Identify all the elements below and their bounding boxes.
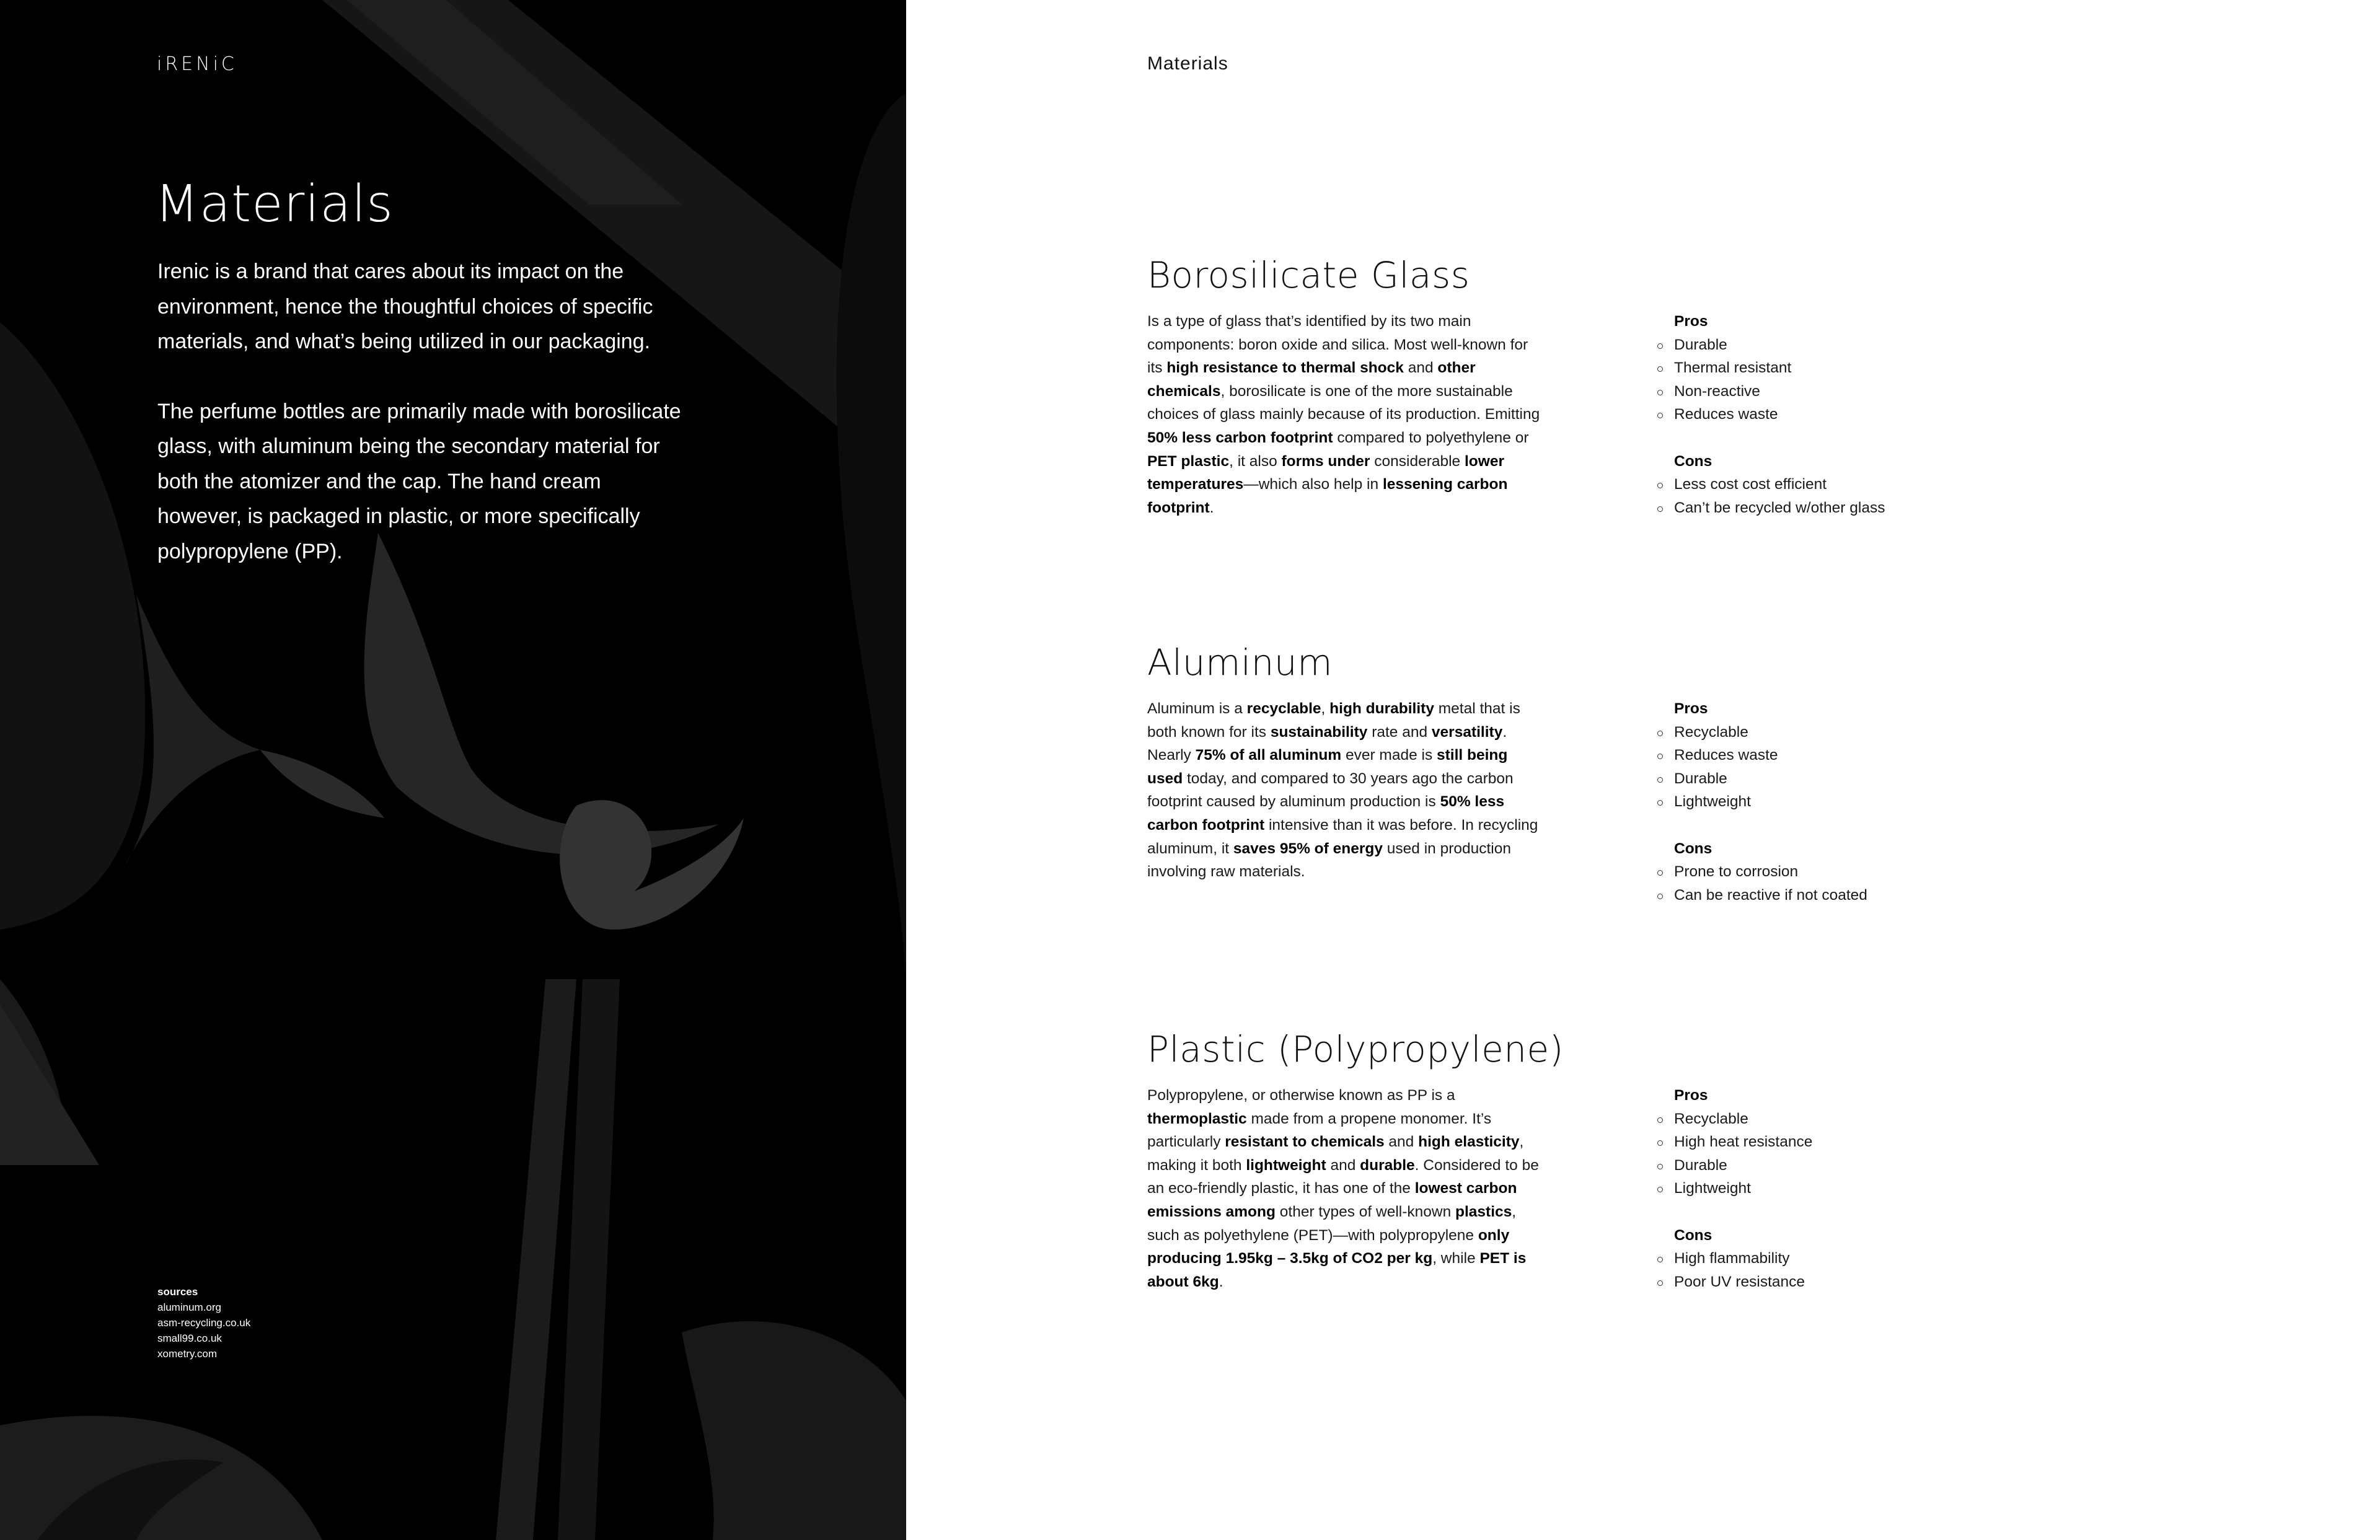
list-item: Lightweight xyxy=(1674,1177,2046,1200)
list-item: Durable xyxy=(1674,767,2046,791)
brand-logo: iRENiC xyxy=(157,53,237,75)
material-title: Aluminum xyxy=(1147,641,1333,684)
body-text: , making it both xyxy=(1147,1133,1524,1174)
emphasis-text: versatility xyxy=(1431,723,1503,741)
body-text: Aluminum is a xyxy=(1147,700,1247,717)
pros-heading: Pros xyxy=(1674,1087,1708,1104)
left-panel xyxy=(0,0,906,1540)
list-item: Reduces waste xyxy=(1674,403,2046,426)
body-text: and xyxy=(1403,359,1438,377)
list-item: Can’t be recycled w/other glass xyxy=(1674,496,2046,520)
abstract-background-art xyxy=(0,0,906,1540)
body-text: Polypropylene, or otherwise known as PP is a xyxy=(1147,1087,1455,1104)
body-text: . xyxy=(1219,1273,1223,1290)
body-text: . Nearly xyxy=(1147,723,1507,764)
emphasis-text: 50% less carbon footprint xyxy=(1147,793,1505,834)
body-text: , it also xyxy=(1229,452,1282,470)
emphasis-text: sustainability xyxy=(1270,723,1368,741)
list-item: Can be reactive if not coated xyxy=(1674,884,2046,907)
material-description xyxy=(1147,697,1544,884)
emphasis-text: still being used xyxy=(1147,747,1508,787)
material-section-polypropylene xyxy=(1147,1028,1813,1290)
emphasis-text: plastics xyxy=(1455,1203,1512,1220)
material-section-borosilicate xyxy=(1147,254,1885,516)
emphasis-text: lightweight xyxy=(1246,1156,1326,1174)
list-item: Recyclable xyxy=(1674,1107,2046,1131)
body-text: . xyxy=(1209,499,1214,516)
material-title: Borosilicate Glass xyxy=(1147,254,1470,296)
body-text: today, and compared to 30 years ago the carbon footprint caused by aluminum production is xyxy=(1147,770,1514,811)
body-text: —which also help in xyxy=(1243,476,1383,493)
emphasis-text: lower temperatures xyxy=(1147,452,1504,493)
emphasis-text: durable xyxy=(1360,1156,1415,1174)
body-text: considerable xyxy=(1370,452,1465,470)
body-text: , such as polyethylene (PET)—with polypropylene xyxy=(1147,1203,1517,1244)
list-item: High flammability xyxy=(1674,1247,2046,1270)
list-item: Lightweight xyxy=(1674,790,2046,814)
material-section-aluminum xyxy=(1147,641,1867,904)
pros-list xyxy=(1674,1107,2046,1200)
source-item: aluminum.org xyxy=(157,1301,221,1313)
body-text: made from a propene monomer. It’s particularly xyxy=(1147,1110,1492,1151)
pros-heading: Pros xyxy=(1674,700,1708,717)
pros-list xyxy=(1674,333,2046,426)
body-text: ever made is xyxy=(1341,747,1437,764)
emphasis-text: only producing 1.95kg – 3.5kg of CO2 per kg xyxy=(1147,1226,1510,1267)
pros-cons xyxy=(1674,1084,2046,1293)
sources-list xyxy=(157,1284,250,1362)
material-description xyxy=(1147,1084,1544,1293)
material-description xyxy=(1147,310,1544,519)
emphasis-text: PET is about 6kg xyxy=(1147,1250,1527,1290)
body-text: Is a type of glass that’s identified by its two main components: boron oxide and silica. Most well-known for its xyxy=(1147,313,1528,377)
list-item: Reduces waste xyxy=(1674,744,2046,767)
pros-list xyxy=(1674,721,2046,814)
body-text: . Considered to be an eco-friendly plastic, it has one of the xyxy=(1147,1156,1539,1197)
cons-heading: Cons xyxy=(1674,452,1712,470)
list-item: Durable xyxy=(1674,1154,2046,1177)
cons-list xyxy=(1674,1247,2046,1293)
body-text: , borosilicate is one of the more sustainable choices of glass mainly because of its production. Emitting xyxy=(1147,382,1540,423)
emphasis-text: high resistance to thermal shock xyxy=(1166,359,1404,377)
emphasis-text: saves 95% of energy xyxy=(1233,840,1383,857)
body-text: rate and xyxy=(1367,723,1432,741)
emphasis-text: thermoplastic xyxy=(1147,1110,1247,1127)
source-item: xometry.com xyxy=(157,1348,218,1360)
cons-heading: Cons xyxy=(1674,840,1712,857)
list-item: Less cost cost efficient xyxy=(1674,473,2046,496)
list-item: Durable xyxy=(1674,333,2046,357)
cons-list xyxy=(1674,860,2046,907)
list-item: Thermal resistant xyxy=(1674,356,2046,380)
body-text: compared to polyethylene or xyxy=(1333,429,1529,446)
list-item: High heat resistance xyxy=(1674,1130,2046,1154)
section-header: Materials xyxy=(1147,53,1228,74)
body-text: , while xyxy=(1432,1250,1480,1267)
list-item: Recyclable xyxy=(1674,721,2046,744)
body-text: metal that is both known for its xyxy=(1147,700,1520,741)
emphasis-text: forms under xyxy=(1281,452,1370,470)
body-text: and xyxy=(1326,1156,1360,1174)
intro-paragraph: The perfume bottles are primarily made with borosilicate glass, with aluminum being the secondary material for both the atomizer and the cap. The hand cream however, is packaged in plastic, or more specifically polypropylene (PP). xyxy=(157,399,681,563)
pros-heading: Pros xyxy=(1674,313,1708,330)
emphasis-text: high durability xyxy=(1329,700,1434,717)
intro-text xyxy=(157,254,690,604)
sources-heading: sources xyxy=(157,1286,198,1298)
list-item: Poor UV resistance xyxy=(1674,1270,2046,1294)
emphasis-text: 75% of all aluminum xyxy=(1195,747,1342,764)
body-text: used in production involving raw materials. xyxy=(1147,840,1511,881)
material-title: Plastic (Polypropylene) xyxy=(1147,1028,1564,1070)
emphasis-text: lowest carbon emissions among xyxy=(1147,1180,1517,1220)
emphasis-text: recyclable xyxy=(1246,700,1321,717)
body-text: , xyxy=(1321,700,1330,717)
body-text: other types of well-known xyxy=(1275,1203,1456,1220)
emphasis-text: other chemicals xyxy=(1147,359,1476,400)
pros-cons xyxy=(1674,310,2046,519)
body-text: intensive than it was before. In recycling aluminum, it xyxy=(1147,816,1538,857)
emphasis-text: lessening carbon footprint xyxy=(1147,476,1508,516)
intro-paragraph: Irenic is a brand that cares about its impact on the environment, hence the thoughtful choices of specific materials, and what’s being utilized in our packaging. xyxy=(157,260,653,353)
list-item: Non-reactive xyxy=(1674,380,2046,403)
cons-heading: Cons xyxy=(1674,1226,1712,1244)
cons-list xyxy=(1674,473,2046,519)
source-item: small99.co.uk xyxy=(157,1332,222,1344)
emphasis-text: high elasticity xyxy=(1418,1133,1520,1151)
body-text: and xyxy=(1384,1133,1419,1151)
list-item: Prone to corrosion xyxy=(1674,860,2046,884)
emphasis-text: 50% less carbon footprint xyxy=(1147,429,1333,446)
page-title: Materials xyxy=(155,175,394,234)
emphasis-text: resistant to chemicals xyxy=(1225,1133,1385,1151)
pros-cons xyxy=(1674,697,2046,907)
source-item: asm-recycling.co.uk xyxy=(157,1317,251,1329)
emphasis-text: PET plastic xyxy=(1147,452,1230,470)
